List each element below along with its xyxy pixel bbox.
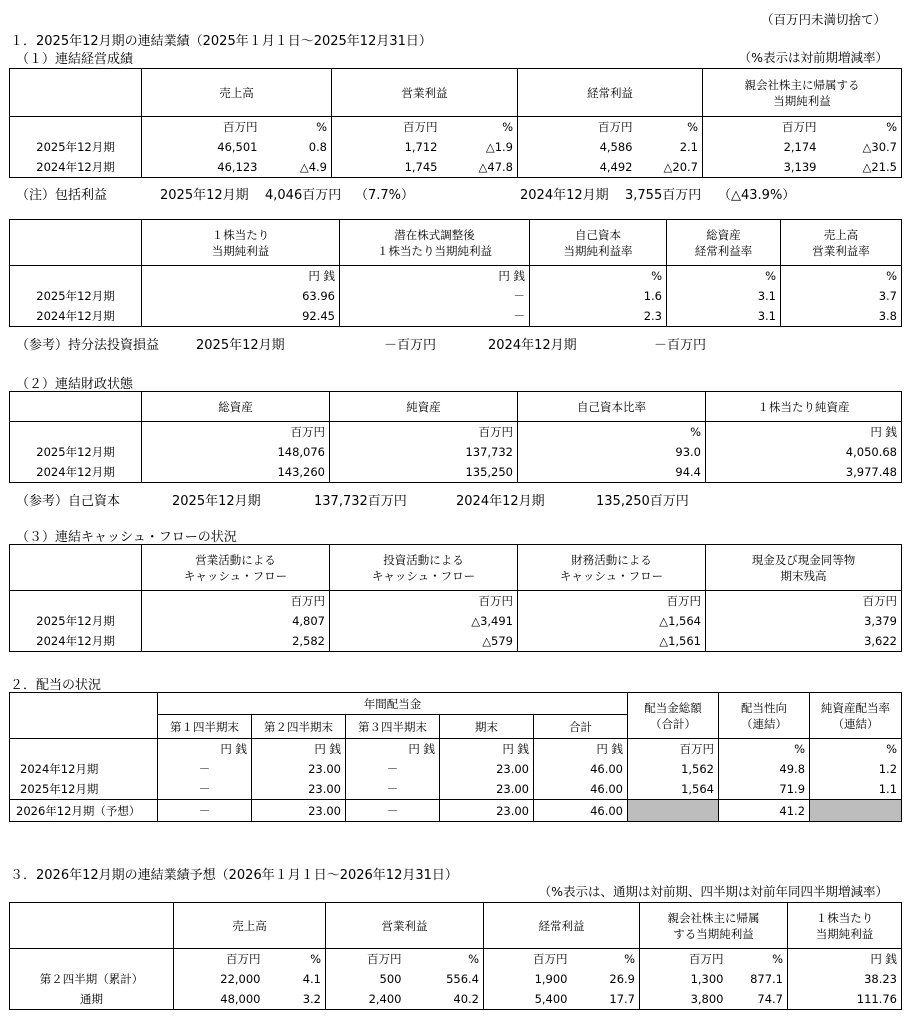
value-cell: 137,732: [330, 442, 518, 462]
unit-cell: 百万円: [174, 949, 265, 970]
value-cell: 46.00: [534, 779, 628, 800]
header-sales: 売上高: [174, 903, 326, 949]
header-doe: 純資産配当率 （連結）: [810, 693, 902, 739]
comprehensive-income-pct2: （△43.9%）: [718, 188, 796, 203]
value-cell: 17.7: [572, 989, 640, 1010]
unit-cell: 円 銭: [788, 949, 902, 970]
cash-flow-table: [9, 544, 902, 652]
value-cell: 3.2: [265, 989, 326, 1010]
unit-cell: 百万円: [142, 591, 330, 612]
value-cell: －: [346, 779, 440, 800]
value-cell: 500: [326, 969, 406, 989]
pct-note: （%表示は対前期増減率）: [738, 50, 888, 65]
value-cell: 38.23: [788, 969, 902, 989]
equity-capital-year2: 2024年12月期: [456, 494, 545, 509]
value-cell: 1.2: [810, 759, 902, 779]
header-cash-balance: 現金及び現金同等物 期末残高: [706, 545, 902, 591]
value-cell: 74.7: [728, 989, 788, 1010]
unit-cell: %: [719, 739, 810, 760]
unit-cell: 円 銭: [346, 739, 440, 760]
value-cell: 23.00: [252, 779, 346, 800]
table-row: [10, 286, 902, 306]
value-cell: －: [158, 779, 252, 800]
value-cell: 0.8: [262, 137, 332, 157]
table-row: [10, 611, 902, 631]
forecast-row: [10, 800, 902, 822]
value-cell: 2,400: [326, 989, 406, 1010]
value-cell: 26.9: [572, 969, 640, 989]
unit-cell: 円 銭: [534, 739, 628, 760]
table-row: [10, 442, 902, 462]
row-label: 2024年12月期: [10, 306, 142, 327]
value-cell: 2,174: [703, 137, 821, 157]
value-cell: 2.3: [530, 306, 667, 327]
comprehensive-income-label: （注）包括利益: [16, 188, 108, 203]
unit-row: [10, 591, 902, 612]
value-cell: 22,000: [174, 969, 265, 989]
value-cell: 3.1: [667, 286, 781, 306]
table-row: [10, 779, 902, 800]
dividends-table: [9, 692, 902, 822]
unit-cell: %: [667, 266, 781, 287]
financial-position-heading: （２）連結財政状態: [16, 377, 134, 392]
row-label: 2025年12月期: [10, 286, 142, 306]
comprehensive-income-pct1: （7.7%）: [355, 188, 415, 203]
value-cell: 3,622: [706, 631, 902, 652]
row-label: 2026年12月期（予想）: [10, 800, 158, 822]
unit-cell: 百万円: [484, 949, 572, 970]
value-cell: 2.1: [637, 137, 703, 157]
header-bps: １株当たり純資産: [706, 392, 902, 422]
value-cell: 92.45: [142, 306, 340, 327]
header-financing-cf: 財務活動による キャッシュ・フロー: [518, 545, 706, 591]
value-cell: 4,807: [142, 611, 330, 631]
header-operating-income: 営業利益: [326, 903, 484, 949]
row-label: 2025年12月期: [10, 779, 158, 800]
unit-cell: 百万円: [142, 117, 262, 138]
value-cell: 23.00: [440, 759, 534, 779]
value-cell: 3,379: [706, 611, 902, 631]
forecast-table: [9, 902, 902, 1010]
unit-row: [10, 266, 902, 287]
value-cell: －: [346, 759, 440, 779]
value-cell: 46.00: [534, 759, 628, 779]
value-cell: 1,900: [484, 969, 572, 989]
header-roe: 自己資本 当期純利益率: [530, 220, 667, 266]
value-cell: △47.8: [442, 157, 518, 178]
header-row: [10, 693, 902, 715]
value-cell: 1,300: [640, 969, 728, 989]
value-cell: 556.4: [406, 969, 484, 989]
table-row: [10, 989, 902, 1010]
forecast-heading: ３．2026年12月期の連結業績予想（2026年１月１日～2026年12月31日）: [10, 868, 458, 883]
header-operating-cf: 営業活動による キャッシュ・フロー: [142, 545, 330, 591]
value-cell: 1,564: [628, 779, 719, 800]
value-cell: 4,050.68: [706, 442, 902, 462]
header-q3-end: 第３四半期末: [346, 715, 440, 739]
value-cell: 3.1: [667, 306, 781, 327]
value-cell: 1.6: [530, 286, 667, 306]
value-cell: 148,076: [142, 442, 330, 462]
row-label: 第２四半期（累計）: [10, 969, 174, 989]
header-diluted-eps: 潜在株式調整後 １株当たり当期純利益: [340, 220, 530, 266]
equity-method-year1: 2025年12月期: [196, 338, 285, 353]
value-cell: 877.1: [728, 969, 788, 989]
value-cell: 48,000: [174, 989, 265, 1010]
unit-cell: 百万円: [640, 949, 728, 970]
equity-capital-value2: 135,250百万円: [596, 494, 689, 509]
value-cell: 4.1: [265, 969, 326, 989]
unit-cell: 百万円: [330, 422, 518, 443]
dividends-heading: ２．配当の状況: [10, 678, 102, 693]
unit-cell: 百万円: [330, 591, 518, 612]
value-cell: △3,491: [330, 611, 518, 631]
comprehensive-income-value1: 4,046百万円: [265, 188, 342, 203]
shaded-cell: [810, 800, 902, 822]
unit-cell: 円 銭: [440, 739, 534, 760]
header-net-income: 親会社株主に帰属する 当期純利益: [703, 69, 902, 117]
equity-capital-year1: 2025年12月期: [172, 494, 261, 509]
section1-heading: １．2025年12月期の連結業績（2025年１月１日～2025年12月31日）: [10, 34, 432, 49]
comprehensive-income-year1: 2025年12月期: [160, 188, 249, 203]
value-cell: △1,564: [518, 611, 706, 631]
unit-cell: 円 銭: [142, 266, 340, 287]
header-row: [10, 392, 902, 422]
equity-method-value1: －百万円: [384, 338, 437, 353]
value-cell: 3,800: [640, 989, 728, 1010]
unit-cell: %: [821, 117, 902, 138]
value-cell: 3.7: [781, 286, 902, 306]
unit-cell: %: [262, 117, 332, 138]
unit-cell: %: [406, 949, 484, 970]
value-cell: 40.2: [406, 989, 484, 1010]
unit-cell: 百万円: [628, 739, 719, 760]
header-total-assets: 総資産: [142, 392, 330, 422]
section1-subheading: （１）連結経営成績: [16, 52, 134, 67]
unit-cell: %: [518, 422, 706, 443]
operating-results-table: [9, 68, 902, 178]
value-cell: 63.96: [142, 286, 340, 306]
header-annual-dividends: 年間配当金: [158, 693, 628, 715]
value-cell: △21.5: [821, 157, 902, 178]
value-cell: 23.00: [440, 800, 534, 822]
table-row: [10, 306, 902, 327]
value-cell: 23.00: [252, 800, 346, 822]
value-cell: 41.2: [719, 800, 810, 822]
value-cell: 93.0: [518, 442, 706, 462]
row-label: 通期: [10, 989, 174, 1010]
unit-cell: 百万円: [518, 117, 637, 138]
unit-cell: %: [781, 266, 902, 287]
value-cell: 3,977.48: [706, 462, 902, 483]
table-row: [10, 157, 902, 178]
header-payout-ratio: 配当性向 （連結）: [719, 693, 810, 739]
header-roa: 総資産 経常利益率: [667, 220, 781, 266]
unit-cell: 円 銭: [706, 422, 902, 443]
header-equity-ratio: 自己資本比率: [518, 392, 706, 422]
value-cell: △20.7: [637, 157, 703, 178]
value-cell: 3.8: [781, 306, 902, 327]
unit-cell: 百万円: [518, 591, 706, 612]
header-operating-margin: 売上高 営業利益率: [781, 220, 902, 266]
value-cell: △1,561: [518, 631, 706, 652]
row-label: 2024年12月期: [10, 157, 142, 178]
header-q2-end: 第２四半期末: [252, 715, 346, 739]
value-cell: 46,123: [142, 157, 262, 178]
cash-flow-heading: （３）連結キャッシュ・フローの状況: [16, 530, 237, 545]
header-ordinary-income: 経常利益: [518, 69, 703, 117]
header-operating-income: 営業利益: [332, 69, 518, 117]
header-row: [10, 69, 902, 117]
value-cell: －: [346, 800, 440, 822]
equity-capital-value1: 137,732百万円: [314, 494, 407, 509]
row-label: 2024年12月期: [10, 631, 142, 652]
header-q1-end: 第１四半期末: [158, 715, 252, 739]
equity-capital-label: （参考）自己資本: [16, 494, 121, 509]
value-cell: 23.00: [440, 779, 534, 800]
shaded-cell: [628, 800, 719, 822]
value-cell: 1,712: [332, 137, 442, 157]
header-eps: １株当たり 当期純利益: [142, 220, 340, 266]
value-cell: △30.7: [821, 137, 902, 157]
unit-cell: 百万円: [332, 117, 442, 138]
value-cell: △1.9: [442, 137, 518, 157]
unit-cell: %: [530, 266, 667, 287]
header-total-dividends: 配当金総額 （合計）: [628, 693, 719, 739]
unit-cell: %: [810, 739, 902, 760]
header-fy-end: 期末: [440, 715, 534, 739]
equity-method-year2: 2024年12月期: [488, 338, 577, 353]
unit-cell: 百万円: [706, 591, 902, 612]
unit-cell: 百万円: [703, 117, 821, 138]
per-share-ratios-table: [9, 219, 902, 327]
unit-cell: 円 銭: [340, 266, 530, 287]
unit-row: [10, 949, 902, 970]
table-row: [10, 759, 902, 779]
equity-method-value2: －百万円: [654, 338, 707, 353]
value-cell: 49.8: [719, 759, 810, 779]
unit-cell: 百万円: [326, 949, 406, 970]
unit-cell: %: [572, 949, 640, 970]
unit-cell: %: [728, 949, 788, 970]
header-ordinary-income: 経常利益: [484, 903, 640, 949]
value-cell: －: [340, 306, 530, 327]
forecast-pct-note: （%表示は、通期は対前期、四半期は対前年同四半期増減率）: [538, 884, 888, 899]
unit-row: [10, 739, 902, 760]
unit-row: [10, 422, 902, 443]
value-cell: 1,562: [628, 759, 719, 779]
value-cell: 23.00: [252, 759, 346, 779]
value-cell: △579: [330, 631, 518, 652]
blank-header: [10, 69, 142, 117]
table-row: [10, 969, 902, 989]
comprehensive-income-year2: 2024年12月期: [520, 188, 609, 203]
value-cell: 5,400: [484, 989, 572, 1010]
row-label: 2024年12月期: [10, 759, 158, 779]
value-cell: △4.9: [262, 157, 332, 178]
unit-cell: %: [637, 117, 703, 138]
row-label: 2025年12月期: [10, 442, 142, 462]
unit-cell: 円 銭: [252, 739, 346, 760]
header-net-income: 親会社株主に帰属 する当期純利益: [640, 903, 788, 949]
header-row: [10, 903, 902, 949]
header-row: [10, 220, 902, 266]
row-label: 2025年12月期: [10, 611, 142, 631]
header-net-assets: 純資産: [330, 392, 518, 422]
value-cell: 94.4: [518, 462, 706, 483]
value-cell: －: [158, 759, 252, 779]
header-investing-cf: 投資活動による キャッシュ・フロー: [330, 545, 518, 591]
unit-note: （百万円未満切捨て）: [760, 12, 886, 27]
unit-row: [10, 117, 902, 138]
financial-position-table: [9, 391, 902, 483]
unit-cell: %: [442, 117, 518, 138]
value-cell: 1.1: [810, 779, 902, 800]
value-cell: 71.9: [719, 779, 810, 800]
comprehensive-income-value2: 3,755百万円: [625, 188, 702, 203]
value-cell: 46.00: [534, 800, 628, 822]
value-cell: 135,250: [330, 462, 518, 483]
value-cell: －: [340, 286, 530, 306]
value-cell: 3,139: [703, 157, 821, 178]
unit-cell: 円 銭: [158, 739, 252, 760]
row-label: 2024年12月期: [10, 462, 142, 483]
table-row: [10, 631, 902, 652]
header-row: [10, 545, 902, 591]
value-cell: －: [158, 800, 252, 822]
table-row: [10, 137, 902, 157]
equity-method-label: （参考）持分法投資損益: [16, 338, 160, 353]
value-cell: 46,501: [142, 137, 262, 157]
header-eps: １株当たり 当期純利益: [788, 903, 902, 949]
table-row: [10, 462, 902, 483]
value-cell: 1,745: [332, 157, 442, 178]
header-sales: 売上高: [142, 69, 332, 117]
unit-cell: 百万円: [142, 422, 330, 443]
value-cell: 143,260: [142, 462, 330, 483]
value-cell: 4,492: [518, 157, 637, 178]
unit-cell: %: [265, 949, 326, 970]
row-label: 2025年12月期: [10, 137, 142, 157]
value-cell: 2,582: [142, 631, 330, 652]
value-cell: 4,586: [518, 137, 637, 157]
value-cell: 111.76: [788, 989, 902, 1010]
header-total: 合計: [534, 715, 628, 739]
